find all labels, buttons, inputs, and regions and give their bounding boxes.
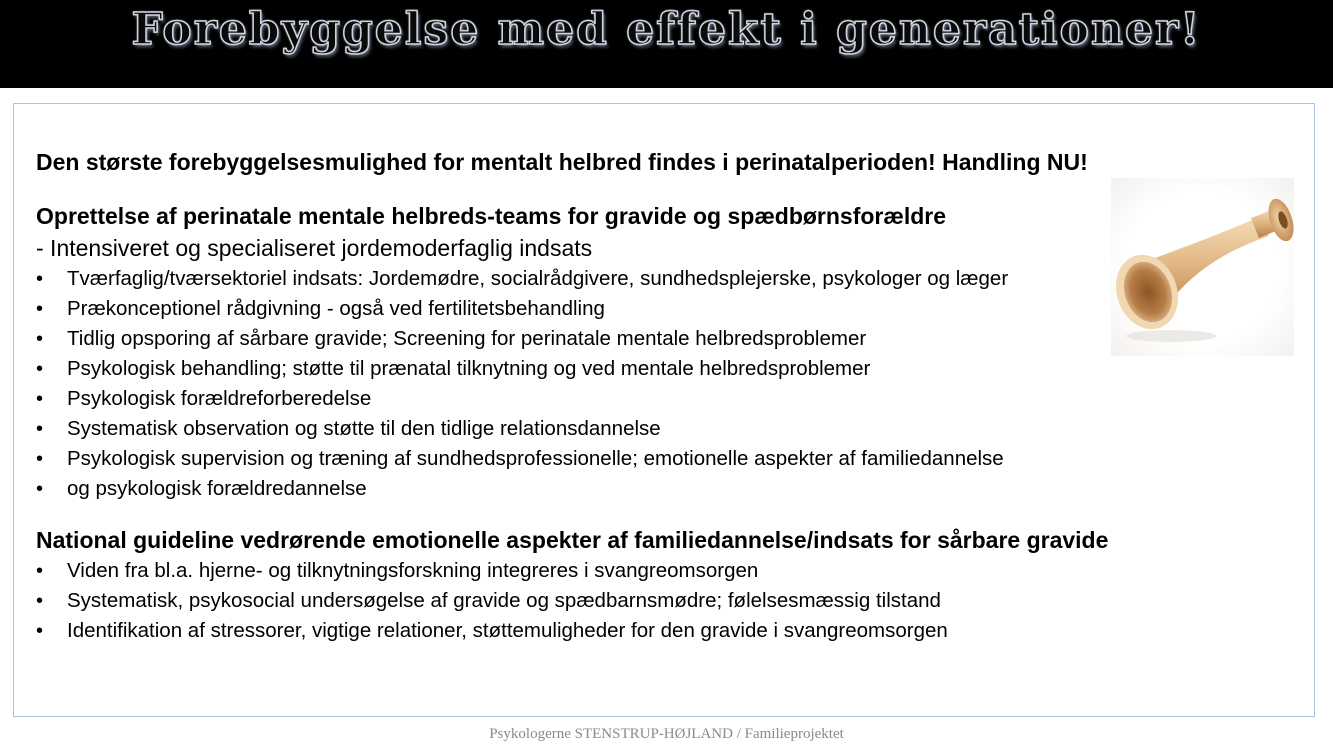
- ear-trumpet-icon: [1111, 178, 1294, 356]
- list-item: [36, 556, 1216, 586]
- bullet-icon: •: [36, 328, 44, 350]
- ear-trumpet-image: [1111, 178, 1294, 356]
- list-item: [36, 616, 1216, 646]
- section-2-heading: National guideline vedrørende emotionelle aspekter af familiedannelse/indsats for sårbare gravide: [36, 527, 1109, 553]
- bullet-icon: •: [36, 298, 44, 320]
- list-item-text: Viden fra bl.a. hjerne- og tilknytningsforskning integreres i svangreomsorgen: [67, 559, 759, 582]
- bullet-icon: •: [36, 388, 44, 410]
- slide-title: Forebyggelse med effekt i generationer!: [131, 4, 1202, 55]
- list-item: [36, 324, 1216, 354]
- list-item-text: Psykologisk supervision og træning af sundhedsprofessionelle; emotionelle aspekter af familiedannelse: [67, 447, 1004, 470]
- list-item: [36, 414, 1216, 444]
- bullet-icon: •: [36, 620, 44, 642]
- text-area: [36, 146, 1216, 646]
- list-item: [36, 384, 1216, 414]
- list-item: [36, 444, 1216, 474]
- list-item: [36, 264, 1216, 294]
- list-item-text: Systematisk observation og støtte til den tidlige relationsdannelse: [67, 417, 661, 440]
- bullet-icon: •: [36, 418, 44, 440]
- bullet-icon: •: [36, 268, 44, 290]
- footer-credit: Psykologerne STENSTRUP-HØJLAND / Familieprojektet: [489, 726, 844, 742]
- section-1-subheading: - Intensiveret og specialiseret jordemoderfaglig indsats: [36, 235, 593, 261]
- headline-main: Den største forebyggelsesmulighed for mentalt helbred findes i perinatalperioden! Handling NU!: [36, 149, 1088, 175]
- bullet-icon: •: [36, 478, 44, 500]
- list-item: [36, 586, 1216, 616]
- list-item-text: Psykologisk behandling; støtte til prænatal tilknytning og ved mentale helbredsproblemer: [67, 357, 871, 380]
- list-item-text: Identifikation af stressorer, vigtige relationer, støttemuligheder for den gravide i svangreomsorgen: [67, 619, 948, 642]
- list-item-text: Tidlig opsporing af sårbare gravide; Screening for perinatale mentale helbredsproblemer: [67, 327, 867, 350]
- section-2-bullet-list: [36, 556, 1216, 646]
- list-item-text: Prækonceptionel rådgivning - også ved fertilitetsbehandling: [67, 297, 605, 320]
- list-item-text: Psykologisk forældreforberedelse: [67, 387, 372, 410]
- bullet-icon: •: [36, 358, 44, 380]
- list-item-text: Systematisk, psykosocial undersøgelse af gravide og spædbarnsmødre; følelsesmæssig tilstand: [67, 589, 941, 612]
- list-item: [36, 294, 1216, 324]
- list-item: [36, 354, 1216, 384]
- list-item-text: Tværfaglig/tværsektoriel indsats: Jordemødre, socialrådgivere, sundhedsplejerske, psykologer og læger: [67, 267, 1009, 290]
- bullet-icon: •: [36, 448, 44, 470]
- bullet-icon: •: [36, 590, 44, 612]
- bullet-icon: •: [36, 560, 44, 582]
- list-item: [36, 474, 1216, 504]
- section-1-heading: Oprettelse af perinatale mentale helbreds-teams for gravide og spædbørnsforældre: [36, 203, 947, 229]
- list-item-text: og psykologisk forældredannelse: [67, 477, 367, 500]
- header-bar: [0, 0, 1333, 88]
- section-1-bullet-list: [36, 264, 1216, 504]
